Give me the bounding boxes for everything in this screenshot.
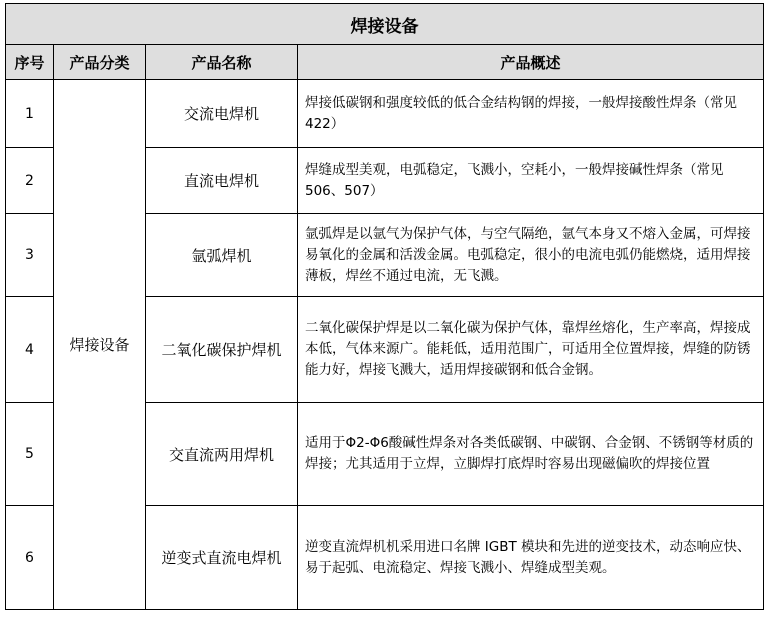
product-desc: 焊接低碳钢和强度较低的低合金结构钢的焊接，一般焊接酸性焊条（常见 422） xyxy=(298,80,764,148)
product-name: 氩弧焊机 xyxy=(146,214,298,297)
header-desc: 产品概述 xyxy=(298,45,764,80)
row-number: 4 xyxy=(6,297,54,403)
product-desc: 逆变直流焊机机采用进口名牌 IGBT 模块和先进的逆变技术，动态响应快、易于起弧、电流稳定、焊接飞溅小、焊缝成型美观。 xyxy=(298,506,764,610)
product-desc: 二氧化碳保护焊是以二氧化碳为保护气体，靠焊丝熔化，生产率高，焊接成本低，气体来源广。能耗低，适用范围广，可适用全位置焊接，焊缝的防锈能力好，焊接飞溅大，适用焊接碳钢和低合金钢。 xyxy=(298,297,764,403)
product-desc: 适用于Φ2-Φ6酸碱性焊条对各类低碳钢、中碳钢、合金钢、不锈钢等材质的焊接；尤其适用于立焊，立脚焊打底焊时容易出现磁偏吹的焊接位置 xyxy=(298,403,764,506)
product-table xyxy=(5,3,764,610)
row-number: 2 xyxy=(6,148,54,214)
table-title: 焊接设备 xyxy=(6,4,764,45)
product-name: 二氧化碳保护焊机 xyxy=(146,297,298,403)
header-name: 产品名称 xyxy=(146,45,298,80)
row-number: 6 xyxy=(6,506,54,610)
row-number: 1 xyxy=(6,80,54,148)
table-row xyxy=(6,80,764,148)
row-number: 3 xyxy=(6,214,54,297)
row-number: 5 xyxy=(6,403,54,506)
product-name: 交直流两用焊机 xyxy=(146,403,298,506)
product-name: 直流电焊机 xyxy=(146,148,298,214)
category-cell: 焊接设备 xyxy=(54,80,146,610)
header-category: 产品分类 xyxy=(54,45,146,80)
product-name: 交流电焊机 xyxy=(146,80,298,148)
product-desc: 氩弧焊是以氩气为保护气体，与空气隔绝，氩气本身又不熔入金属，可焊接易氧化的金属和活泼金属。电弧稳定，很小的电流电弧仍能燃烧，适用焊接薄板，焊丝不通过电流，无飞溅。 xyxy=(298,214,764,297)
header-row xyxy=(6,45,764,80)
product-name: 逆变式直流电焊机 xyxy=(146,506,298,610)
header-no: 序号 xyxy=(6,45,54,80)
product-desc: 焊缝成型美观，电弧稳定，飞溅小，空耗小，一般焊接碱性焊条（常见 506、507） xyxy=(298,148,764,214)
